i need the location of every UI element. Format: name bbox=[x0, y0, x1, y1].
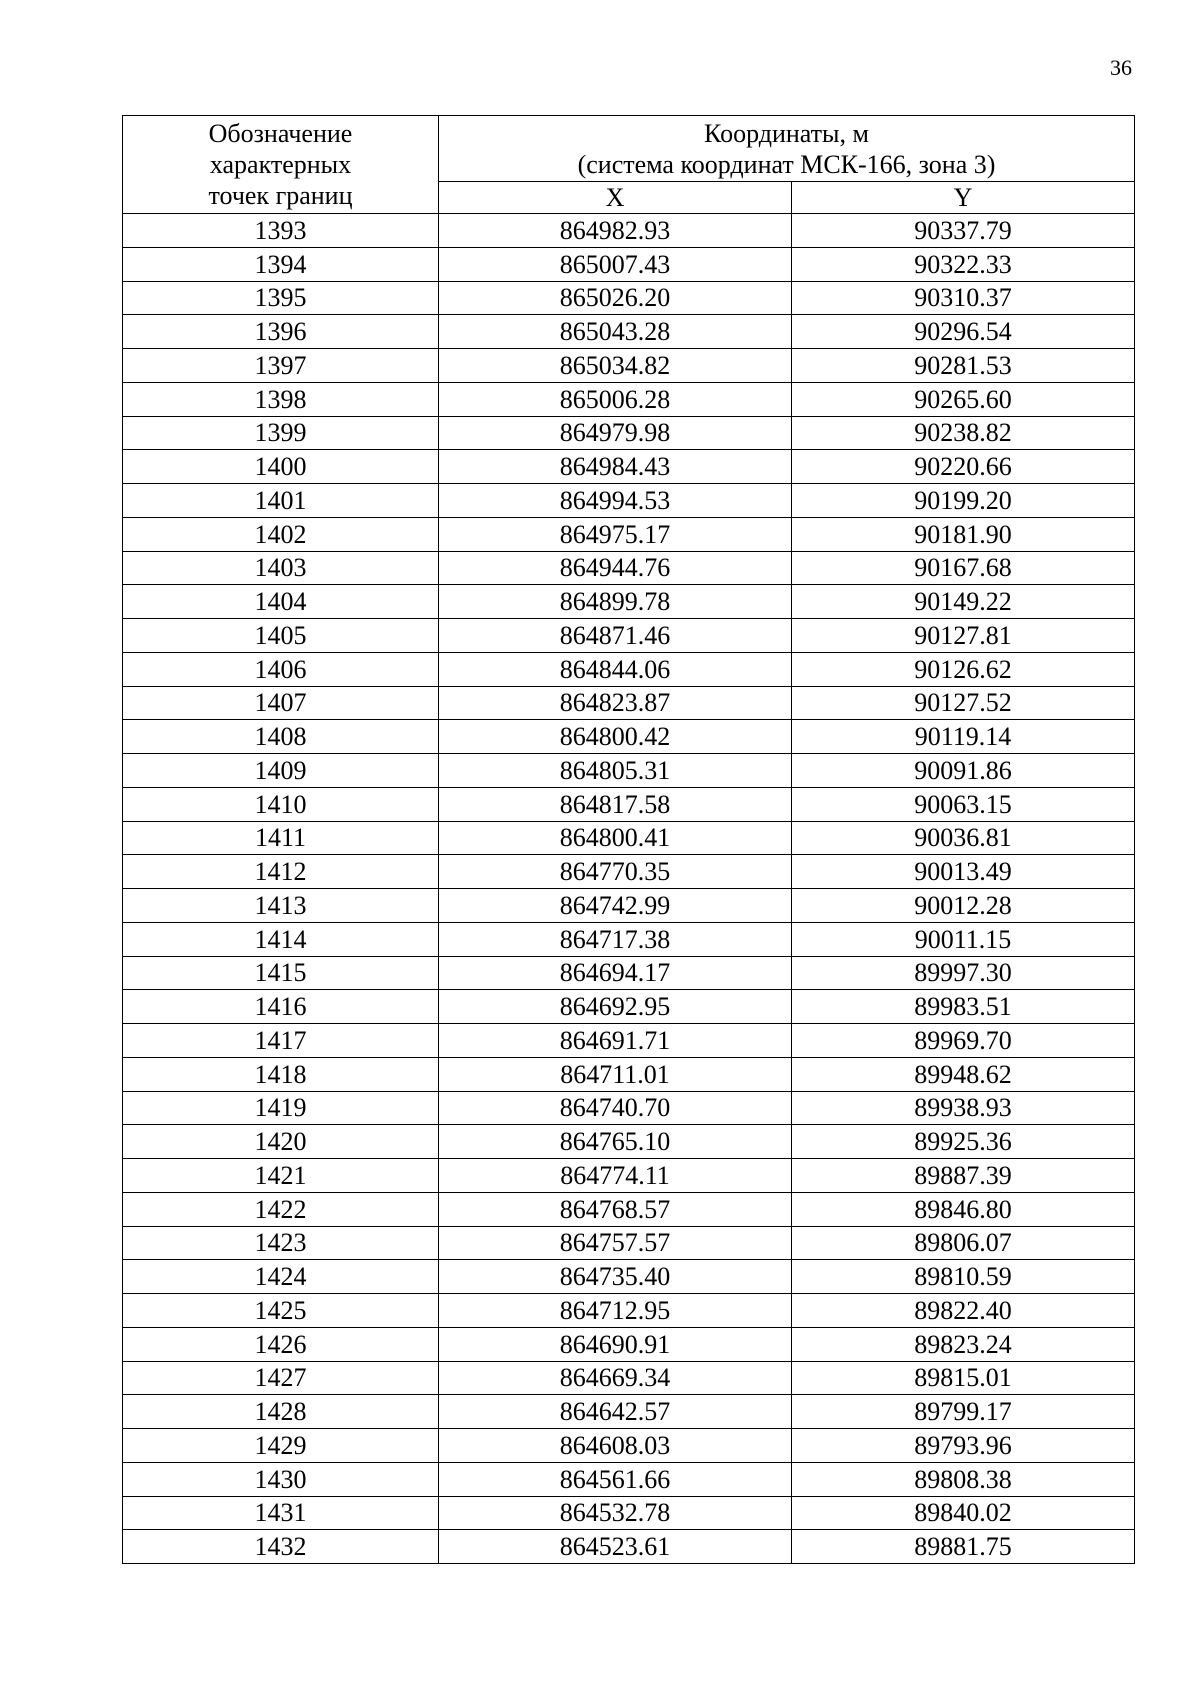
y-coordinate-cell: 90167.68 bbox=[792, 551, 1135, 585]
x-coordinate-cell: 864642.57 bbox=[439, 1395, 792, 1429]
x-coordinate-cell: 864944.76 bbox=[439, 551, 792, 585]
x-coordinate-cell: 864690.91 bbox=[439, 1327, 792, 1361]
table-row bbox=[123, 1260, 1135, 1294]
table-row bbox=[123, 281, 1135, 315]
table-row bbox=[123, 1429, 1135, 1463]
table-row bbox=[123, 1192, 1135, 1226]
y-coordinate-cell: 89810.59 bbox=[792, 1260, 1135, 1294]
x-coordinate-cell: 865007.43 bbox=[439, 247, 792, 281]
point-id-cell: 1406 bbox=[123, 652, 439, 686]
coordinates-table bbox=[122, 115, 1135, 1564]
table-row bbox=[123, 1294, 1135, 1328]
x-coordinate-cell: 864717.38 bbox=[439, 922, 792, 956]
y-coordinate-cell: 90119.14 bbox=[792, 720, 1135, 754]
point-id-cell: 1421 bbox=[123, 1159, 439, 1193]
point-id-cell: 1405 bbox=[123, 619, 439, 653]
x-coordinate-cell: 864770.35 bbox=[439, 855, 792, 889]
point-id-cell: 1401 bbox=[123, 484, 439, 518]
y-coordinate-cell: 89925.36 bbox=[792, 1125, 1135, 1159]
y-coordinate-cell: 90127.81 bbox=[792, 619, 1135, 653]
x-coordinate-cell: 865043.28 bbox=[439, 315, 792, 349]
table-row bbox=[123, 956, 1135, 990]
x-coordinate-cell: 864740.70 bbox=[439, 1091, 792, 1125]
table-row bbox=[123, 450, 1135, 484]
point-designation-header bbox=[123, 116, 439, 214]
x-coordinate-cell: 864532.78 bbox=[439, 1496, 792, 1530]
table-row bbox=[123, 1462, 1135, 1496]
point-id-cell: 1399 bbox=[123, 416, 439, 450]
table-row bbox=[123, 990, 1135, 1024]
table-row bbox=[123, 315, 1135, 349]
x-coordinate-cell: 864691.71 bbox=[439, 1024, 792, 1058]
point-id-cell: 1394 bbox=[123, 247, 439, 281]
table-row bbox=[123, 484, 1135, 518]
y-coordinate-cell: 90149.22 bbox=[792, 585, 1135, 619]
table-row bbox=[123, 1057, 1135, 1091]
x-coordinate-cell: 864523.61 bbox=[439, 1530, 792, 1564]
x-coordinate-cell: 864982.93 bbox=[439, 214, 792, 248]
point-id-cell: 1420 bbox=[123, 1125, 439, 1159]
table-body bbox=[123, 214, 1135, 1564]
y-coordinate-cell: 90013.49 bbox=[792, 855, 1135, 889]
point-id-cell: 1416 bbox=[123, 990, 439, 1024]
y-coordinate-cell: 90310.37 bbox=[792, 281, 1135, 315]
x-coordinate-cell: 864669.34 bbox=[439, 1361, 792, 1395]
point-id-cell: 1430 bbox=[123, 1462, 439, 1496]
table-row bbox=[123, 1395, 1135, 1429]
x-coordinate-cell: 864823.87 bbox=[439, 686, 792, 720]
point-id-cell: 1415 bbox=[123, 956, 439, 990]
point-header-line: характерных bbox=[209, 150, 352, 179]
y-coordinate-cell: 89887.39 bbox=[792, 1159, 1135, 1193]
y-coordinate-cell: 89808.38 bbox=[792, 1462, 1135, 1496]
y-coordinate-cell: 90011.15 bbox=[792, 922, 1135, 956]
y-coordinate-cell: 90199.20 bbox=[792, 484, 1135, 518]
y-coordinate-cell: 89799.17 bbox=[792, 1395, 1135, 1429]
table-row bbox=[123, 517, 1135, 551]
point-id-cell: 1429 bbox=[123, 1429, 439, 1463]
table-row bbox=[123, 1361, 1135, 1395]
table-header bbox=[123, 116, 1135, 214]
x-coordinate-cell: 864984.43 bbox=[439, 450, 792, 484]
x-coordinate-cell: 864844.06 bbox=[439, 652, 792, 686]
y-coordinate-cell: 90220.66 bbox=[792, 450, 1135, 484]
table-row bbox=[123, 551, 1135, 585]
y-coordinate-cell: 89997.30 bbox=[792, 956, 1135, 990]
table-row bbox=[123, 1091, 1135, 1125]
x-coordinate-cell: 864757.57 bbox=[439, 1226, 792, 1260]
point-id-cell: 1395 bbox=[123, 281, 439, 315]
x-coordinate-cell: 864871.46 bbox=[439, 619, 792, 653]
x-coordinate-cell: 865026.20 bbox=[439, 281, 792, 315]
y-coordinate-cell: 90063.15 bbox=[792, 787, 1135, 821]
table-row bbox=[123, 619, 1135, 653]
x-coordinate-cell: 864692.95 bbox=[439, 990, 792, 1024]
point-id-cell: 1418 bbox=[123, 1057, 439, 1091]
point-id-cell: 1427 bbox=[123, 1361, 439, 1395]
point-id-cell: 1396 bbox=[123, 315, 439, 349]
x-coordinate-cell: 864975.17 bbox=[439, 517, 792, 551]
point-id-cell: 1426 bbox=[123, 1327, 439, 1361]
point-id-cell: 1422 bbox=[123, 1192, 439, 1226]
table-row bbox=[123, 754, 1135, 788]
y-coordinate-cell: 89806.07 bbox=[792, 1226, 1135, 1260]
table-row bbox=[123, 1024, 1135, 1058]
x-coordinate-cell: 864735.40 bbox=[439, 1260, 792, 1294]
x-coordinate-cell: 864768.57 bbox=[439, 1192, 792, 1226]
table-row bbox=[123, 720, 1135, 754]
x-coordinate-cell: 864774.11 bbox=[439, 1159, 792, 1193]
x-coordinate-cell: 864608.03 bbox=[439, 1429, 792, 1463]
x-coordinate-cell: 864994.53 bbox=[439, 484, 792, 518]
table-row bbox=[123, 787, 1135, 821]
y-coordinate-cell: 89846.80 bbox=[792, 1192, 1135, 1226]
y-coordinate-cell: 90322.33 bbox=[792, 247, 1135, 281]
table-row bbox=[123, 686, 1135, 720]
table-row bbox=[123, 1226, 1135, 1260]
y-coordinate-cell: 89938.93 bbox=[792, 1091, 1135, 1125]
point-id-cell: 1393 bbox=[123, 214, 439, 248]
coordinates-header bbox=[439, 116, 1135, 182]
point-id-cell: 1400 bbox=[123, 450, 439, 484]
x-coordinate-cell: 864712.95 bbox=[439, 1294, 792, 1328]
table-row bbox=[123, 855, 1135, 889]
y-column-header: Y bbox=[792, 182, 1135, 214]
y-coordinate-cell: 90296.54 bbox=[792, 315, 1135, 349]
x-coordinate-cell: 865034.82 bbox=[439, 349, 792, 383]
point-id-cell: 1407 bbox=[123, 686, 439, 720]
y-coordinate-cell: 89793.96 bbox=[792, 1429, 1135, 1463]
table-row bbox=[123, 416, 1135, 450]
table-row bbox=[123, 1159, 1135, 1193]
y-coordinate-cell: 89881.75 bbox=[792, 1530, 1135, 1564]
table-row bbox=[123, 652, 1135, 686]
table-row bbox=[123, 585, 1135, 619]
x-coordinate-cell: 864800.42 bbox=[439, 720, 792, 754]
y-coordinate-cell: 89823.24 bbox=[792, 1327, 1135, 1361]
point-id-cell: 1398 bbox=[123, 382, 439, 416]
y-coordinate-cell: 89983.51 bbox=[792, 990, 1135, 1024]
x-coordinate-cell: 864694.17 bbox=[439, 956, 792, 990]
y-coordinate-cell: 90337.79 bbox=[792, 214, 1135, 248]
point-header-line: Обозначение bbox=[208, 119, 353, 148]
table-row bbox=[123, 821, 1135, 855]
point-id-cell: 1414 bbox=[123, 922, 439, 956]
point-id-cell: 1403 bbox=[123, 551, 439, 585]
point-id-cell: 1424 bbox=[123, 1260, 439, 1294]
table-row bbox=[123, 1530, 1135, 1564]
y-coordinate-cell: 90126.62 bbox=[792, 652, 1135, 686]
point-id-cell: 1409 bbox=[123, 754, 439, 788]
y-coordinate-cell: 90091.86 bbox=[792, 754, 1135, 788]
y-coordinate-cell: 90036.81 bbox=[792, 821, 1135, 855]
table-row bbox=[123, 922, 1135, 956]
table-row bbox=[123, 1125, 1135, 1159]
x-coordinate-cell: 864805.31 bbox=[439, 754, 792, 788]
coordinates-header-line: Координаты, м bbox=[704, 118, 869, 148]
point-id-cell: 1404 bbox=[123, 585, 439, 619]
point-id-cell: 1417 bbox=[123, 1024, 439, 1058]
table-row bbox=[123, 889, 1135, 923]
table-row bbox=[123, 247, 1135, 281]
point-id-cell: 1431 bbox=[123, 1496, 439, 1530]
x-coordinate-cell: 864561.66 bbox=[439, 1462, 792, 1496]
table-row bbox=[123, 382, 1135, 416]
y-coordinate-cell: 90012.28 bbox=[792, 889, 1135, 923]
point-id-cell: 1428 bbox=[123, 1395, 439, 1429]
table-row bbox=[123, 1496, 1135, 1530]
point-id-cell: 1419 bbox=[123, 1091, 439, 1125]
point-id-cell: 1411 bbox=[123, 821, 439, 855]
y-coordinate-cell: 90238.82 bbox=[792, 416, 1135, 450]
point-id-cell: 1408 bbox=[123, 720, 439, 754]
x-coordinate-cell: 864899.78 bbox=[439, 585, 792, 619]
y-coordinate-cell: 89822.40 bbox=[792, 1294, 1135, 1328]
point-header-line: точек границ bbox=[208, 181, 353, 210]
y-coordinate-cell: 89948.62 bbox=[792, 1057, 1135, 1091]
y-coordinate-cell: 90181.90 bbox=[792, 517, 1135, 551]
x-coordinate-cell: 864742.99 bbox=[439, 889, 792, 923]
x-coordinate-cell: 865006.28 bbox=[439, 382, 792, 416]
coordinates-header-line: (система координат МСК-166, зона 3) bbox=[577, 149, 996, 179]
point-id-cell: 1402 bbox=[123, 517, 439, 551]
x-coordinate-cell: 864765.10 bbox=[439, 1125, 792, 1159]
y-coordinate-cell: 90265.60 bbox=[792, 382, 1135, 416]
y-coordinate-cell: 89815.01 bbox=[792, 1361, 1135, 1395]
point-id-cell: 1413 bbox=[123, 889, 439, 923]
x-coordinate-cell: 864979.98 bbox=[439, 416, 792, 450]
table-row bbox=[123, 349, 1135, 383]
point-id-cell: 1432 bbox=[123, 1530, 439, 1564]
y-coordinate-cell: 90127.52 bbox=[792, 686, 1135, 720]
table-row bbox=[123, 1327, 1135, 1361]
x-column-header: X bbox=[439, 182, 792, 214]
point-id-cell: 1423 bbox=[123, 1226, 439, 1260]
point-id-cell: 1397 bbox=[123, 349, 439, 383]
point-id-cell: 1425 bbox=[123, 1294, 439, 1328]
y-coordinate-cell: 89840.02 bbox=[792, 1496, 1135, 1530]
y-coordinate-cell: 90281.53 bbox=[792, 349, 1135, 383]
point-id-cell: 1412 bbox=[123, 855, 439, 889]
x-coordinate-cell: 864800.41 bbox=[439, 821, 792, 855]
x-coordinate-cell: 864817.58 bbox=[439, 787, 792, 821]
point-id-cell: 1410 bbox=[123, 787, 439, 821]
x-coordinate-cell: 864711.01 bbox=[439, 1057, 792, 1091]
table-row bbox=[123, 214, 1135, 248]
y-coordinate-cell: 89969.70 bbox=[792, 1024, 1135, 1058]
page-number: 36 bbox=[1110, 55, 1132, 80]
